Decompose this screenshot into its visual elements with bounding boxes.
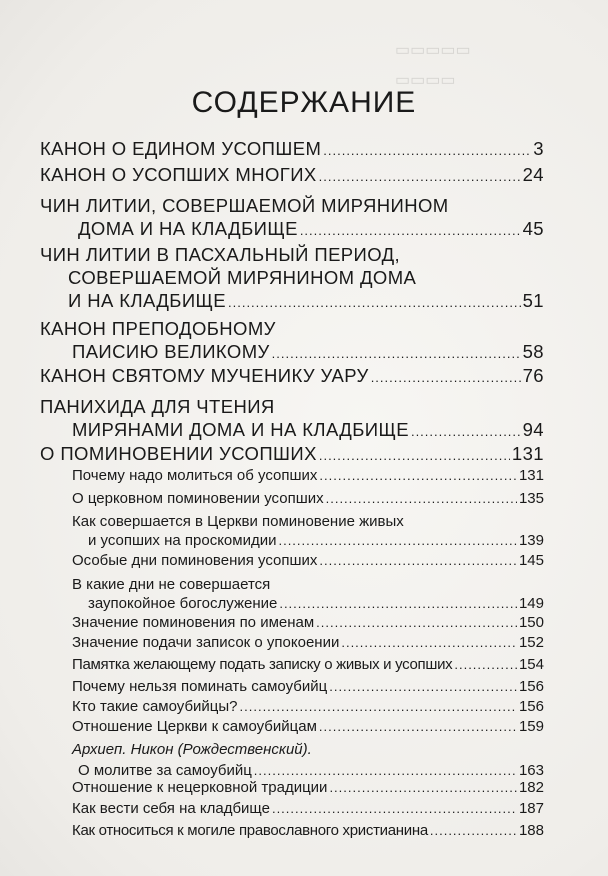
leader-dots <box>319 443 510 465</box>
toc-entry-title: ПАИСИЮ ВЕЛИКОМУ <box>72 341 270 362</box>
toc-entry-title: Значение подачи записок о упокоении <box>72 634 340 651</box>
leader-dots <box>272 800 517 817</box>
toc-entry[interactable] <box>40 138 544 160</box>
toc-entry[interactable] <box>40 318 544 363</box>
toc-subentry[interactable] <box>40 467 544 484</box>
toc-subentry[interactable] <box>40 634 544 651</box>
leader-dots <box>316 614 517 631</box>
leader-dots <box>319 164 521 186</box>
leader-dots <box>272 341 521 363</box>
toc-entry-title: Почему нельзя поминать самоубийц <box>72 678 328 695</box>
leader-dots <box>323 138 531 160</box>
toc-entry-title: Памятка желающему подать записку о живых и усопших <box>72 656 453 673</box>
leader-dots <box>228 290 521 312</box>
toc-entry-title: Отношение к нецерковной традиции <box>72 779 328 796</box>
toc-entry[interactable] <box>40 443 544 465</box>
toc-subentry[interactable] <box>40 779 544 796</box>
toc-entry-title: О церковном поминовении усопших <box>72 490 324 507</box>
toc-entry-title: Особые дни поминовения усопших <box>72 552 318 569</box>
toc-page-number: 145 <box>518 552 544 569</box>
leader-dots <box>279 595 517 612</box>
toc-entry-title: Кто такие самоубийцы? <box>72 698 238 715</box>
toc-page-number: 76 <box>522 365 544 386</box>
toc-entry[interactable] <box>40 396 544 441</box>
toc-entry-title: КАНОН СВЯТОМУ МУЧЕНИКУ УАРУ <box>40 365 369 386</box>
page-title: СОДЕРЖАНИЕ <box>191 86 417 119</box>
toc-page-number: 150 <box>518 614 544 631</box>
toc-page-number: 131 <box>518 467 544 484</box>
toc-page-number: 135 <box>518 490 544 507</box>
toc-entry-title: ЧИН ЛИТИИ В ПАСХАЛЬНЫЙ ПЕРИОД, <box>40 244 401 265</box>
leader-dots <box>319 552 517 569</box>
toc-entry-title: КАНОН ПРЕПОДОБНОМУ <box>40 318 276 339</box>
toc-entry[interactable] <box>40 164 544 186</box>
toc-entry-title: ПАНИХИДА ДЛЯ ЧТЕНИЯ <box>40 396 275 417</box>
toc-page-number: 139 <box>518 532 544 549</box>
toc-entry-title: Как совершается в Церкви поминовение живых <box>72 513 404 530</box>
toc-page-number: 152 <box>518 634 544 651</box>
leader-dots <box>240 698 517 715</box>
toc-page-number: 154 <box>518 656 544 673</box>
toc-entry-title: КАНОН О ЕДИНОМ УСОПШЕМ <box>40 138 322 159</box>
toc-entry[interactable] <box>40 244 544 312</box>
toc-entry-title: заупокойное богослужение <box>88 595 278 612</box>
toc-page-number: 156 <box>518 678 544 695</box>
toc-subentry[interactable] <box>40 614 544 631</box>
toc-subentry[interactable] <box>40 513 544 549</box>
toc-page-number: 51 <box>522 290 544 311</box>
toc-entry-title: О ПОМИНОВЕНИИ УСОПШИХ <box>40 443 317 464</box>
toc-page-number: 156 <box>518 698 544 715</box>
toc-page-number: 159 <box>518 718 544 735</box>
leader-dots <box>254 762 517 779</box>
toc-entry-title: Почему надо молиться об усопших <box>72 467 318 484</box>
leader-dots <box>326 490 517 507</box>
leader-dots <box>300 218 521 240</box>
toc-subentry[interactable] <box>40 678 544 695</box>
leader-dots <box>278 532 517 549</box>
toc-entry-title: Значение поминовения по именам <box>72 614 315 631</box>
toc-page-number: 149 <box>518 595 544 612</box>
toc-entry-author: Архиеп. Никон (Рождественский). <box>72 741 312 758</box>
toc-subentry[interactable] <box>40 822 544 839</box>
toc-subentry[interactable] <box>40 576 544 612</box>
leader-dots <box>319 718 517 735</box>
toc-page-number: 58 <box>522 341 544 362</box>
toc-subentry[interactable] <box>40 800 544 817</box>
toc-subentry[interactable] <box>40 552 544 569</box>
toc-page-number: 187 <box>518 800 544 817</box>
leader-dots <box>329 779 517 796</box>
toc-entry-title: ДОМА И НА КЛАДБИЩЕ <box>78 218 298 239</box>
toc-entry[interactable] <box>40 365 544 387</box>
toc-subentry[interactable] <box>40 698 544 715</box>
toc-page-number: 188 <box>518 822 544 839</box>
toc-page-number: 131 <box>511 443 544 464</box>
toc-subentry[interactable] <box>40 741 544 779</box>
toc-subentry[interactable] <box>40 490 544 507</box>
toc-entry-title: МИРЯНАМИ ДОМА И НА КЛАДБИЩЕ <box>72 419 409 440</box>
leader-dots <box>430 822 517 839</box>
toc-subentry[interactable] <box>40 718 544 735</box>
toc-entry-title: СОВЕРШАЕМОЙ МИРЯНИНОМ ДОМА <box>68 267 417 288</box>
toc-page-number: 163 <box>518 762 544 779</box>
toc-entry-title: ЧИН ЛИТИИ, СОВЕРШАЕМОЙ МИРЯНИНОМ <box>40 195 449 216</box>
show-through-texture: ▭▭▭▭ <box>395 72 456 89</box>
toc-entry-title: КАНОН О УСОПШИХ МНОГИХ <box>40 164 317 185</box>
toc-entry[interactable] <box>40 195 544 240</box>
toc-page-number: 3 <box>533 138 544 159</box>
toc-entry-title: Как относиться к могиле православного христианина <box>72 822 428 839</box>
leader-dots <box>454 656 517 673</box>
toc-entry-title: О молитве за самоубийц <box>78 762 252 779</box>
show-through-texture: ▭▭▭▭▭ <box>395 42 471 59</box>
toc-page-number: 94 <box>522 419 544 440</box>
toc-entry-title: Отношение Церкви к самоубийцам <box>72 718 317 735</box>
toc-entry-title: и усопших на проскомидии <box>88 532 277 549</box>
toc-page-number: 182 <box>518 779 544 796</box>
toc-entry-title: В какие дни не совершается <box>72 576 271 593</box>
leader-dots <box>341 634 517 651</box>
leader-dots <box>411 419 521 441</box>
toc-entry-title: И НА КЛАДБИЩЕ <box>68 290 226 311</box>
toc-entry-title: Как вести себя на кладбище <box>72 800 270 817</box>
toc-page-number: 45 <box>522 218 544 239</box>
leader-dots <box>319 467 517 484</box>
leader-dots <box>329 678 517 695</box>
toc-page-number: 24 <box>522 164 544 185</box>
toc-subentry[interactable] <box>40 656 544 673</box>
leader-dots <box>371 365 521 387</box>
